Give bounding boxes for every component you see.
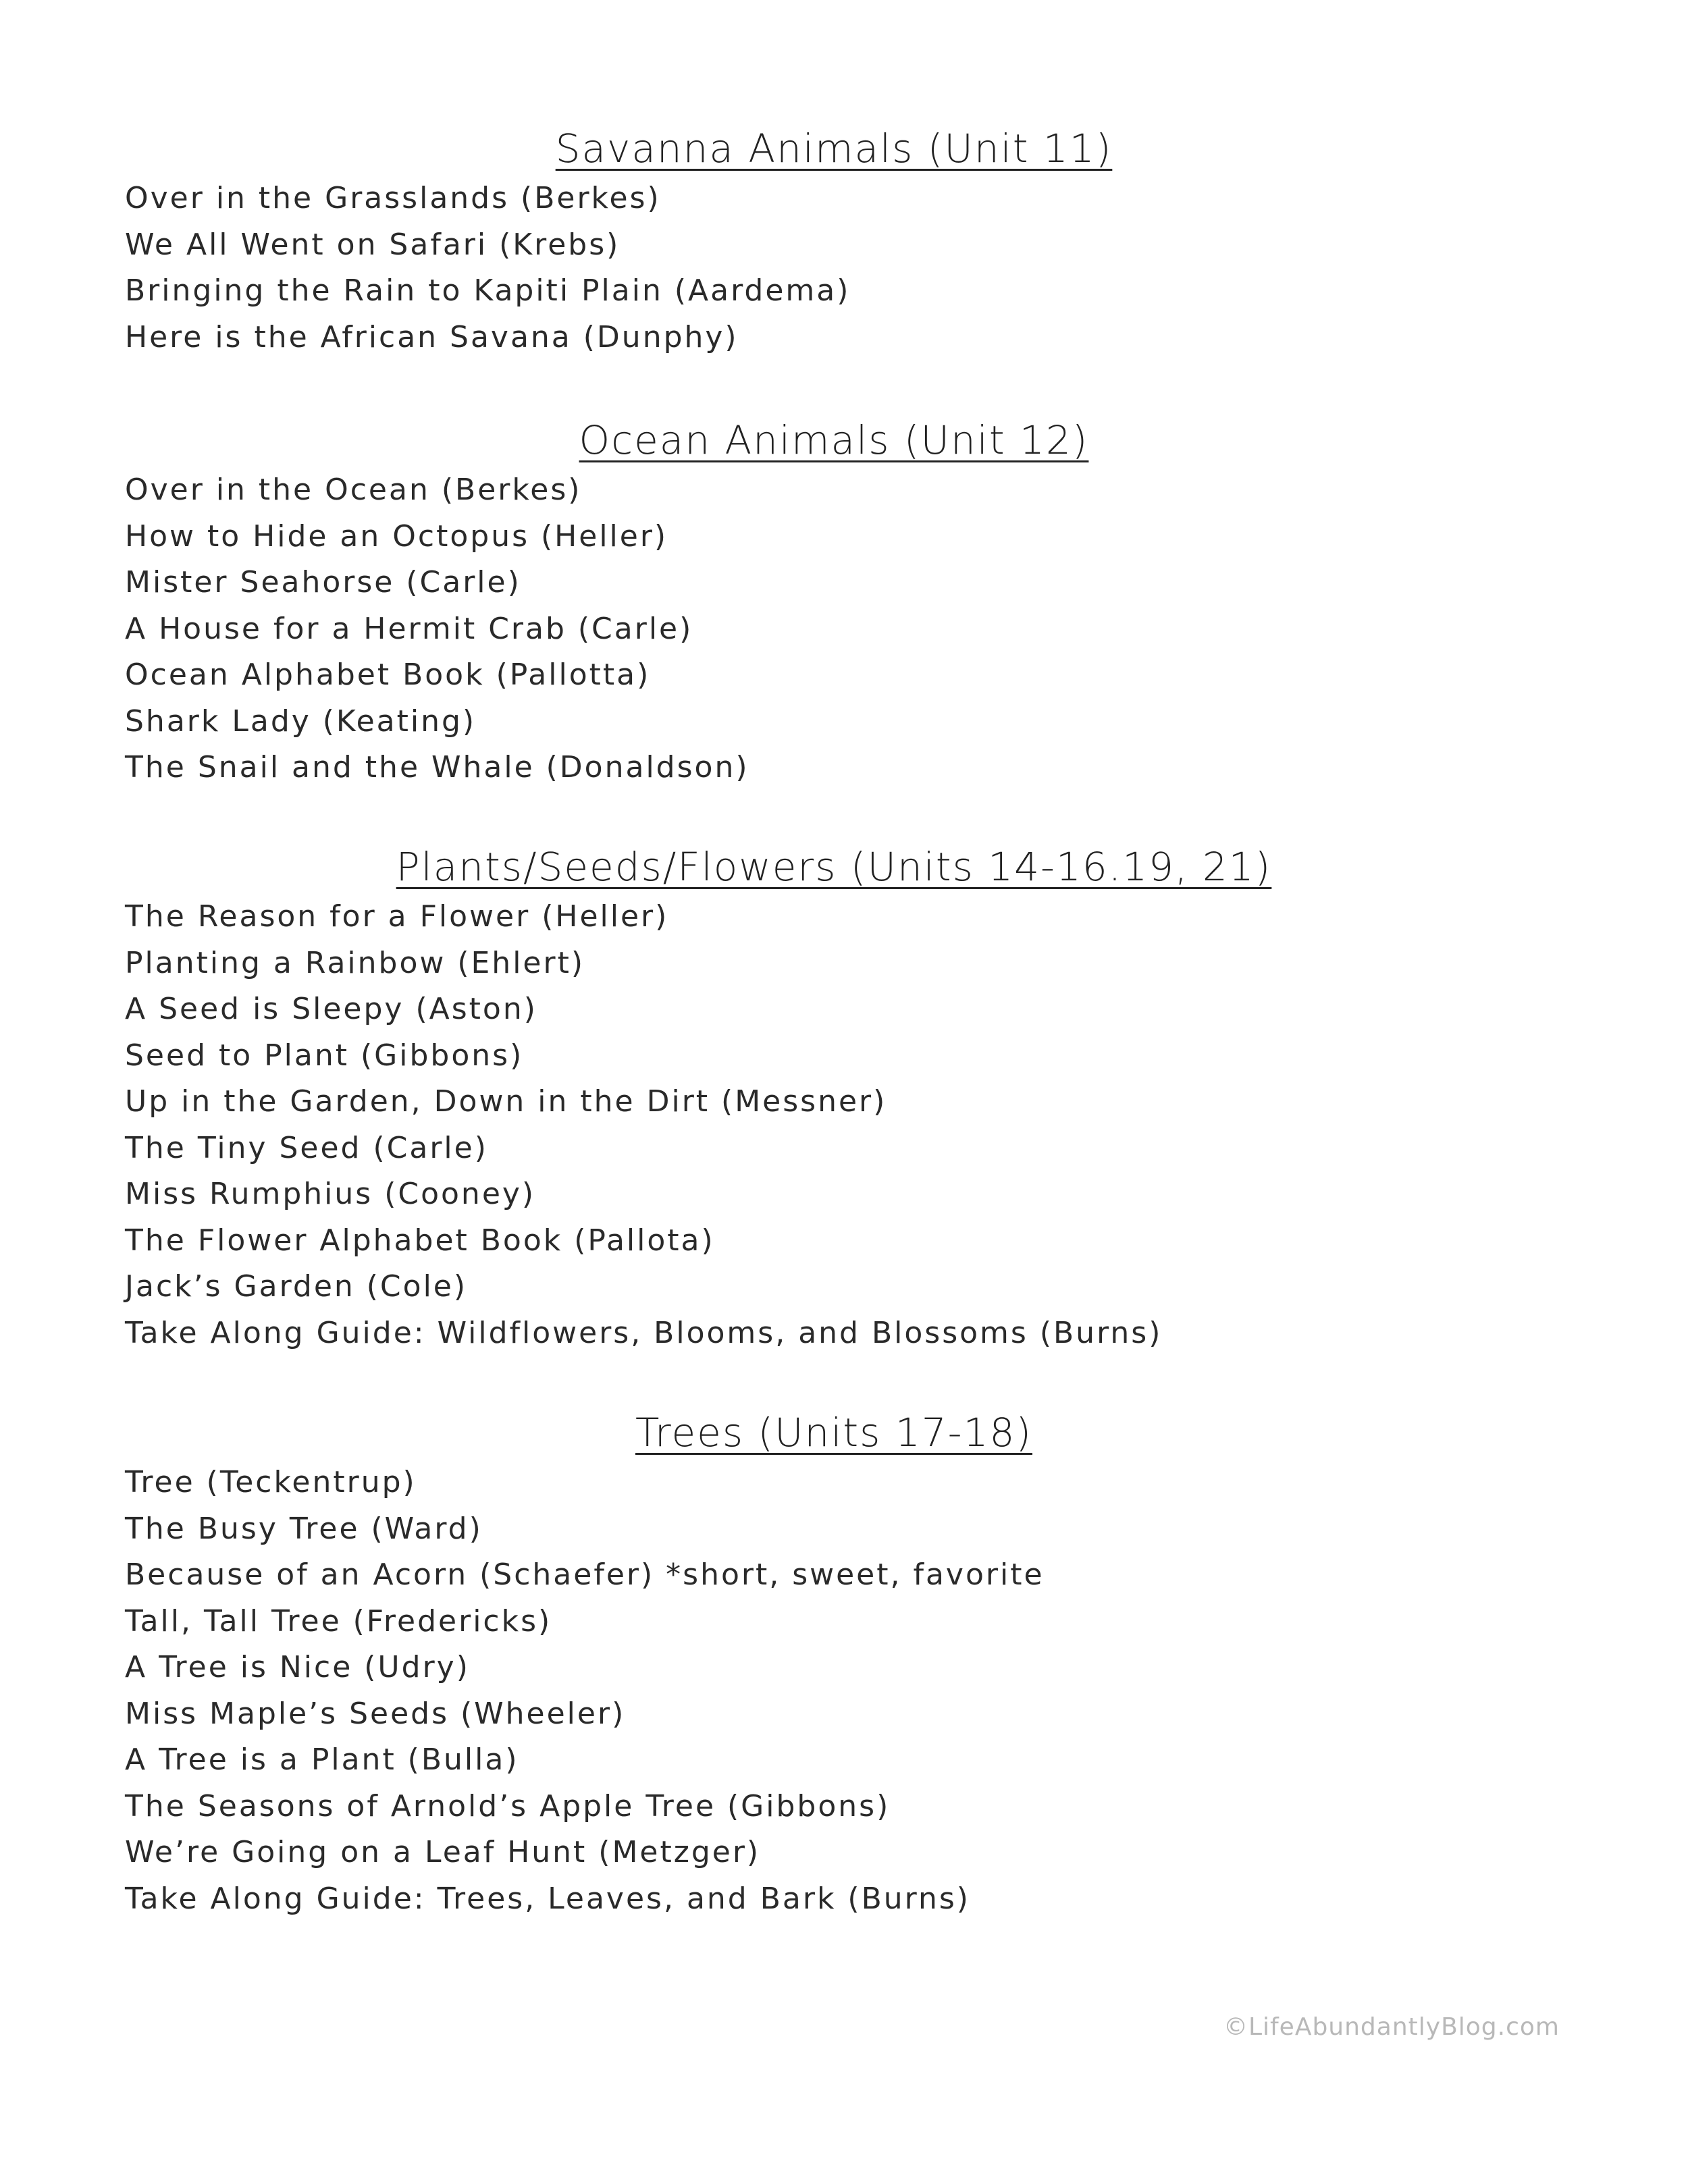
book-item: Take Along Guide: Trees, Leaves, and Bark (Burns) (125, 1881, 970, 1916)
book-item: Up in the Garden, Down in the Dirt (Messner) (125, 1084, 887, 1119)
book-item: Because of an Acorn (Schaefer) *short, sweet, favorite (125, 1557, 1045, 1592)
section-title: Ocean Animals (Unit 12) (579, 417, 1089, 463)
section-trees (125, 1406, 1543, 1922)
section-title: Trees (Units 17-18) (635, 1410, 1032, 1456)
section-plants-seeds-flowers (125, 840, 1543, 1356)
book-list (125, 467, 1543, 791)
book-item: Seed to Plant (Gibbons) (125, 1038, 524, 1073)
book-item: Over in the Grasslands (Berkes) (125, 181, 661, 215)
book-list (125, 1460, 1543, 1922)
book-item: The Busy Tree (Ward) (125, 1511, 483, 1546)
copyright-footer: ©LifeAbundantlyBlog.com (1223, 2013, 1560, 2041)
book-item: Bringing the Rain to Kapiti Plain (Aardema) (125, 273, 851, 308)
section-title: Savanna Animals (Unit 11) (555, 126, 1113, 171)
book-item: Tree (Teckentrup) (125, 1465, 417, 1499)
section-savanna-animals (125, 122, 1543, 361)
book-item: Take Along Guide: Wildflowers, Blooms, and Blossoms (Burns) (125, 1315, 1163, 1350)
book-item: Planting a Rainbow (Ehlert) (125, 945, 585, 980)
book-item: Jack’s Garden (Cole) (125, 1269, 468, 1304)
book-item: The Tiny Seed (Carle) (125, 1130, 488, 1165)
book-item: Miss Rumphius (Cooney) (125, 1177, 536, 1211)
book-item: The Flower Alphabet Book (Pallota) (125, 1223, 715, 1258)
book-item: A Seed is Sleepy (Aston) (125, 992, 537, 1026)
book-item: Here is the African Savana (Dunphy) (125, 319, 739, 354)
book-item: Tall, Tall Tree (Fredericks) (125, 1603, 552, 1639)
book-item: Mister Seahorse (Carle) (125, 565, 521, 600)
book-item: We’re Going on a Leaf Hunt (Metzger) (125, 1835, 761, 1869)
book-item: A House for a Hermit Crab (Carle) (125, 611, 693, 646)
section-title: Plants/Seeds/Flowers (Units 14-16.19, 21) (396, 844, 1272, 890)
book-item: The Reason for a Flower (Heller) (125, 899, 669, 934)
section-ocean-animals (125, 413, 1543, 791)
book-item: Shark Lady (Keating) (125, 703, 477, 739)
book-item: A Tree is a Plant (Bulla) (125, 1742, 519, 1777)
book-list (125, 176, 1543, 361)
book-item: How to Hide an Octopus (Heller) (125, 518, 668, 554)
book-item: We All Went on Safari (Krebs) (125, 227, 621, 262)
book-item: Miss Maple’s Seeds (Wheeler) (125, 1696, 626, 1731)
book-item: The Snail and the Whale (Donaldson) (125, 750, 749, 784)
book-list (125, 894, 1543, 1356)
book-item: The Seasons of Arnold’s Apple Tree (Gibbons) (125, 1788, 891, 1823)
book-item: Ocean Alphabet Book (Pallotta) (125, 658, 651, 692)
book-item: Over in the Ocean (Berkes) (125, 473, 582, 507)
book-item: A Tree is Nice (Udry) (125, 1650, 470, 1684)
